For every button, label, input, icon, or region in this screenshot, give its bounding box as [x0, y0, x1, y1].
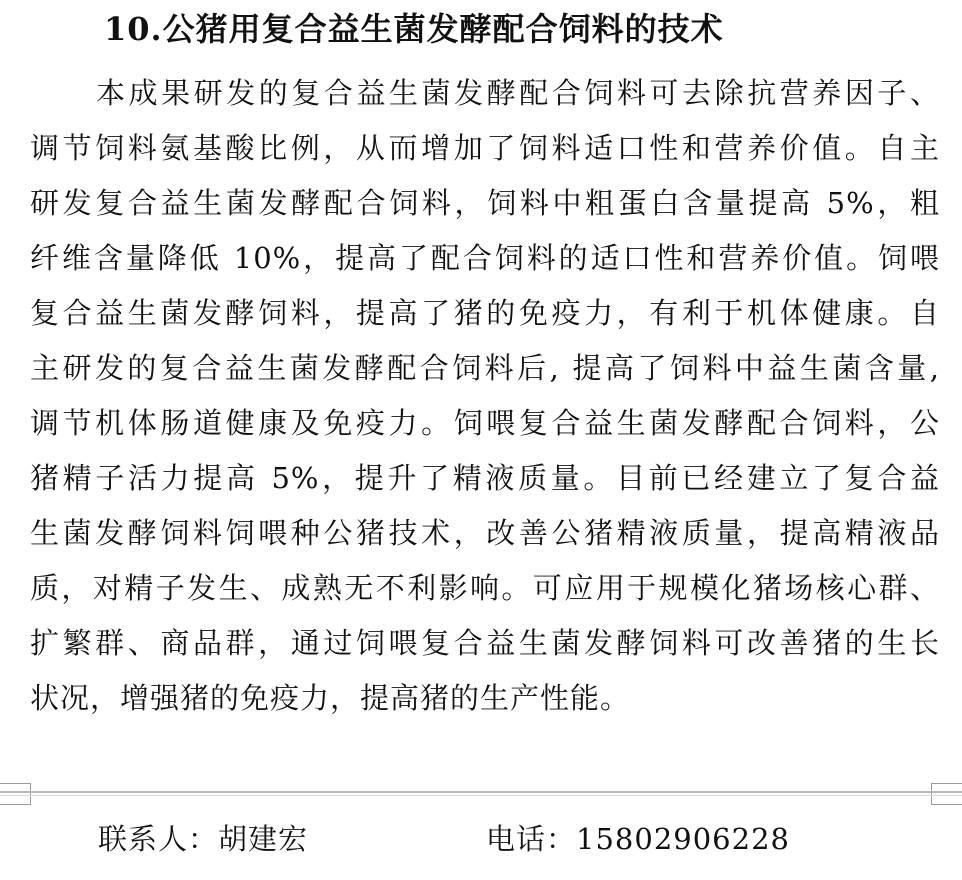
paragraph-line: 研发复合益生菌发酵配合饲料，饲料中粗蛋白含量提高 5%，粗	[30, 186, 940, 220]
contact-phone	[486, 816, 790, 862]
paragraph-line: 生菌发酵饲料饲喂种公猪技术，改善公猪精液质量，提高精液品	[30, 516, 940, 550]
paragraph-line: 本成果研发的复合益生菌发酵配合饲料可去除抗营养因子、	[96, 76, 940, 110]
contact-label: 联系人：	[98, 822, 219, 856]
contact-name: 胡建宏	[218, 822, 309, 856]
page-divider	[0, 791, 962, 793]
document-title: 10.公猪用复合益生菌发酵配合饲料的技术	[104, 10, 724, 48]
phone-number: 15802906228	[576, 822, 790, 856]
paragraph-line: 调节饲料氨基酸比例，从而增加了饲料适口性和营养价值。自主	[30, 131, 940, 165]
paragraph-line: 纤维含量降低 10%，提高了配合饲料的适口性和营养价值。饲喂	[30, 241, 940, 275]
paragraph-line: 复合益生菌发酵饲料，提高了猪的免疫力，有利于机体健康。自	[30, 296, 940, 330]
body-paragraph	[30, 66, 940, 726]
page-break-marker-left	[0, 783, 31, 805]
paragraph-line: 状况，增强猪的免疫力，提高猪的生产性能。	[30, 681, 631, 715]
phone-label: 电话：	[486, 822, 577, 856]
paragraph-line: 质，对精子发生、成熟无不利影响。可应用于规模化猪场核心群、	[30, 571, 940, 605]
paragraph-line: 猪精子活力提高 5%，提升了精液质量。目前已经建立了复合益	[30, 461, 940, 495]
page-break-marker-right	[931, 783, 962, 805]
contact-person	[98, 816, 308, 862]
paragraph-line: 扩繁群、商品群，通过饲喂复合益生菌发酵饲料可改善猪的生长	[30, 626, 940, 660]
paragraph-line: 主研发的复合益生菌发酵配合饲料后, 提高了饲料中益生菌含量,	[30, 351, 940, 385]
page-divider-shadow	[0, 795, 962, 796]
paragraph-line: 调节机体肠道健康及免疫力。饲喂复合益生菌发酵配合饲料，公	[30, 406, 940, 440]
